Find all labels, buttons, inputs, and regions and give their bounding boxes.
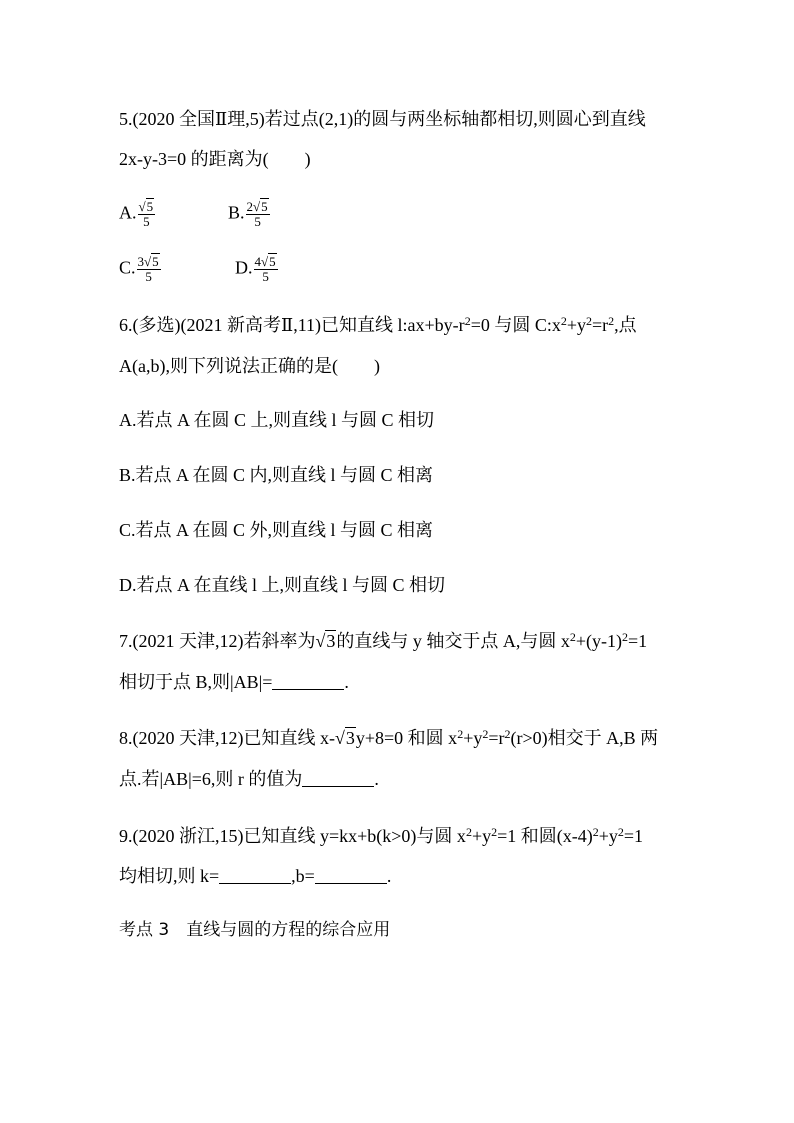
answer-blank-k[interactable] [219,865,291,884]
q5-line1: 5.(2020 全国Ⅱ理,5)若过点(2,1)的圆与两坐标轴都相切,则圆心到直线 [119,109,646,129]
q5-option-a [119,200,228,229]
option-label: C. [119,257,136,278]
q9-line2: 均相切,则 k= ,b= . [119,866,392,886]
q5-options-row1 [119,200,270,229]
section-heading: 考点 3 直线与圆的方程的综合应用 [119,920,391,940]
q7-line2: 相切于点 B,则|AB|= . [119,672,349,692]
q6-option-d: D.若点 A 在直线 l 上,则直线 l 与圆 C 相切 [119,575,446,595]
q8-line1: 8.(2020 天津,12)已知直线 x-√3y+8=0 和圆 $x^2+y^2=r^2(r>0)$相交于 A,B 两 [119,727,659,748]
answer-blank[interactable] [302,768,374,787]
fraction: $\frac{2√5}{5}$ [246,199,268,229]
fraction: $\frac{3√5}{5}$ [137,254,159,284]
q6-option-c: C.若点 A 在圆 C 外,则直线 l 与圆 C 相离 [119,520,434,540]
q6-line2: A(a,b),则下列说法正确的是( ) [119,356,380,376]
option-label: D. [235,257,253,278]
q5-option-b [228,200,270,229]
answer-blank[interactable] [272,671,344,690]
q5-line2: 2x-y-3=0 的距离为( ) [119,149,311,169]
fraction: $\frac{√5}{5}$ [138,199,154,229]
option-label: B. [228,202,245,223]
q6-option-a: A.若点 A 在圆 C 上,则直线 l 与圆 C 相切 [119,410,435,430]
q8-line2: 点.若|AB|=6,则 r 的值为 . [119,769,379,789]
sqrt-expression: √3 [334,728,355,748]
q9-line1: 9.(2020 浙江,15)已知直线 y=kx+b(k>0)与圆 $x^2+y^2=1$ 和圆$(x-4)^2+y^2=1$ [119,825,644,846]
option-label: A. [119,202,137,223]
answer-blank-b[interactable] [315,865,387,884]
sqrt-expression: √3 [315,631,336,651]
q5-options-row2 [119,255,278,284]
q6-line1: 6.(多选)(2021 新高考Ⅱ,11)已知直线 $l:ax+by-r^2=0$ 与圆 $C:x^2+y^2=r^2$,点 [119,314,637,335]
q5-option-c [119,255,235,284]
q6-option-b: B.若点 A 在圆 C 内,则直线 l 与圆 C 相离 [119,465,434,485]
q7-line1: 7.(2021 天津,12)若斜率为√3的直线与 y 轴交于点 A,与圆 $x^2+(y-1)^2=1$ [119,630,648,651]
fraction: $\frac{4√5}{5}$ [254,254,276,284]
q5-option-d [235,255,278,284]
